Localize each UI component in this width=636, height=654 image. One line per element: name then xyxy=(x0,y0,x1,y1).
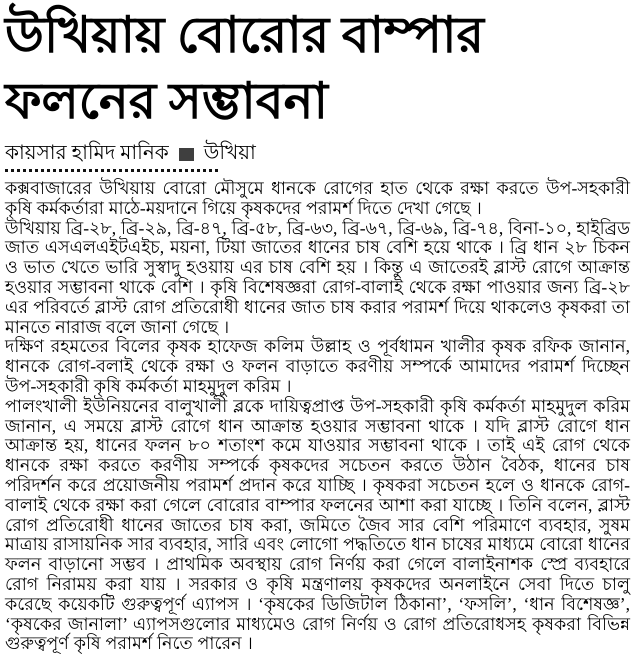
dotted-separator xyxy=(5,169,218,172)
square-separator-icon xyxy=(179,148,194,161)
paragraph: পালংখালী ইউনিয়নের বালুখালী ব্লকে দায়িত্বপ্রাপ্ত উপ-সহকারী কৃষি কর্মকর্তা মাহমুদুল করিম জানান, এ সময়ে ব্লাস্ট রোগে ধান আক্রান্ত হওয়ার সম্ভাবনা থাকে । যদি ব্লাস্ট রোগে ধান আক্রান্ত হয়, ধানের ফলন ৮০ শতাংশ কমে যাওয়ার সম্ভাবনা থাকে । তাই এই রোগ থেকে ধানকে রক্ষা করতে করণীয় সম্পর্কে কৃষকদের সচেতন করতে উঠান বৈঠক, ধানের চাষ পরিদর্শন করে প্রয়োজনীয় পরামর্শ প্রদান করে যাচ্ছি । কৃষকরা সচেতন হলে ও ধানকে রোগ-বালাই থেকে রক্ষা করা গেলে বোরোর বাম্পার ফলনের আশা করা যাচ্ছে । তিনি বলেন, ব্লাস্ট রোগ প্রতিরোধী ধানের জাতের চাষ করা, জমিতে জৈব সার বেশি পরিমাণে ব্যবহার, সুষম মাত্রায় রাসায়নিক সার ব্যবহার, সারি এবং লোগো পদ্ধতিতে ধান চাষের মাধ্যমে বোরো ধানের ফলন বাড়ানো সম্ভব । প্রাথমিক অবস্থায় রোগ নির্ণয় করা গেলে বালাইনাশক স্প্রে ব্যবহারে রোগ নিরাময় করা যায় । সরকার ও কৃষি মন্ত্রণালয় কৃষকদের অনলাইনে সেবা দিতে চালু করেছে কয়েকটি গুরুত্বপূর্ণ এ্যাপস । ‘কৃষকের ডিজিটাল ঠিকানা’, ‘ফসলি’, ‘ধান বিশেষজ্ঞ’, ‘কৃষকের জানালা’ এ্যাপসগুলোর মাধ্যমেও রোগ নির্ণয় ও রোগ প্রতিরোধসহ কৃষকরা বিভিন্ন গুরুত্বপূর্ণ কৃষি পরামর্শ নিতে পারেন । xyxy=(5,395,630,654)
headline-line-2: ফলনের সম্ভাবনা xyxy=(5,73,328,129)
byline-author: কায়সার হামিদ মানিক xyxy=(5,142,169,164)
byline xyxy=(5,141,630,165)
article-body xyxy=(5,179,630,654)
headline xyxy=(5,2,630,134)
headline-line-1: উখিয়ায় বোরোর বাম্পার xyxy=(5,7,484,63)
paragraph: দক্ষিণ রহমতের বিলের কৃষক হাফেজ কলিম উল্লাহ ও পূর্বধামন খালীর কৃষক রফিক জানান, ধানকে রোগ-বলাই থেকে রক্ষা ও ফলন বাড়াতে করণীয় সম্পর্কে আমাদের পরামর্শ দিচ্ছেন উপ-সহকারী কৃষি কর্মকর্তা মাহমুদুল করিম । xyxy=(5,336,630,396)
byline-location: উখিয়া xyxy=(203,142,256,164)
paragraph: কক্সবাজারের উখিয়ায় বোরো মৌসুমে ধানকে রোগের হাত থেকে রক্ষা করতে উপ-সহকারী কৃষি কর্মকর্তারা মাঠে-ময়দানে গিয়ে কৃষকদের পরামর্শ দিতে দেখা গেছে । xyxy=(5,178,630,218)
paragraph: উখিয়ায় ব্রি-২৮, ব্রি-২৯, ব্রি-৪৭, ব্রি-৫৮, ব্রি-৬৩, ব্রি-৬৭, ব্রি-৬৯, ব্রি-৭৪, বিনা-১০, হাইব্রিড জাত এসএলএইটএইচ, ময়না, টিয়া জাতের ধানের চাষ বেশি হয়ে থাকে । ব্রি ধান ২৮ চিকন ও ভাত খেতে ভারি সুস্বাদু হওয়ায় এর চাষ বেশি হয় । কিন্তু এ জাতেরই ব্লাস্ট রোগে আক্রান্ত হওয়ার সম্ভাবনা থাকে বেশি । কৃষি বিশেষজ্ঞরা রোগ-বালাই থেকে রক্ষা পাওয়ার জন্য ব্রি-২৮ এর পরিবর্তে ব্লাস্ট রোগ প্রতিরোধী ধানের জাত চাষ করার পরামর্শ দিয়ে থাকলেও কৃষকরা তা মানতে নারাজ বলে জানা গেছে । xyxy=(5,217,630,337)
